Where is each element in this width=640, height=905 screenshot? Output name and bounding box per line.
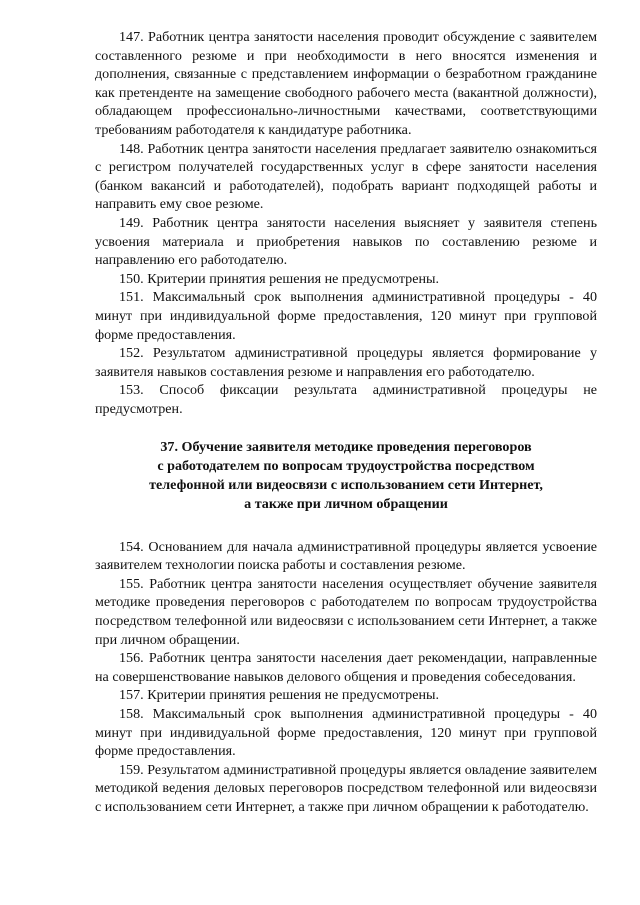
paragraph-147: 147. Работник центра занятости населения проводит обсуждение с заявителем составленного резюме и при необходимости в него вносятся изменения и дополнения, связанные с представлением информации о безработном гражданине как претенденте на замещение свободного рабочего места (вакантной должности), обладающем профессионально-личностными качествами, соответствующими требованиям работодателя к кандидатуре работника. [95, 29, 597, 138]
paragraph-152: 152. Результатом административной процедуры является формирование у заявителя навыков составления резюме и направления его работодателю. [95, 345, 597, 380]
section-heading-line: а также при личном обращении [244, 495, 448, 512]
section-heading-line: телефонной или видеосвязи с использованием сети Интернет, [149, 477, 543, 494]
paragraph-157: 157. Критерии принятия решения не предусмотрены. [119, 687, 440, 704]
paragraph-150: 150. Критерии принятия решения не предусмотрены. [119, 270, 440, 287]
paragraph-158: 158. Максимальный срок выполнения административной процедуры - 40 минут при индивидуальной форме предоставления, 120 минут при групповой форме предоставления. [95, 706, 597, 760]
paragraph-148: 148. Работник центра занятости населения предлагает заявителю ознакомиться с регистром получателей государственных услуг в сфере занятости населения (банком вакансий и работодателей), подобрать вариант подходящей работы и направить ему свое резюме. [95, 140, 597, 213]
paragraph-149: 149. Работник центра занятости населения выясняет у заявителя степень усвоения материала и приобретения навыков по составлению резюме и направлению его работодателю. [95, 214, 597, 269]
paragraph-156: 156. Работник центра занятости населения дает рекомендации, направленные на совершенствование навыков делового общения и проведения собеседования. [95, 650, 597, 685]
paragraph-151: 151. Максимальный срок выполнения административной процедуры - 40 минут при индивидуальной форме предоставления, 120 минут при групповой форме предоставления. [95, 289, 597, 343]
paragraph-159: 159. Результатом административной процедуры является овладение заявителем методикой ведения деловых переговоров посредством телефонной или видеосвязи с использованием сети Интернет, а также при личном обращении к работодателю. [95, 761, 597, 815]
section-heading-line: с работодателем по вопросам трудоустройства посредством [157, 458, 535, 475]
section-heading-line: 37. Обучение заявителя методике проведения переговоров [160, 439, 532, 456]
paragraphs-top [95, 28, 597, 418]
document-page [95, 28, 597, 817]
paragraphs-bottom [95, 538, 597, 817]
paragraph-155: 155. Работник центра занятости населения осуществляет обучение заявителя методике проведения переговоров с работодателем по вопросам трудоустройства посредством телефонной или видеосвязи с использованием сети Интернет, а также при личном обращении. [95, 575, 597, 648]
section-heading [95, 438, 597, 513]
paragraph-153: 153. Способ фиксации результата административной процедуры не предусмотрен. [95, 382, 597, 417]
paragraph-154: 154. Основанием для начала административной процедуры является усвоение заявителем технологии поиска работы и составления резюме. [95, 538, 597, 574]
